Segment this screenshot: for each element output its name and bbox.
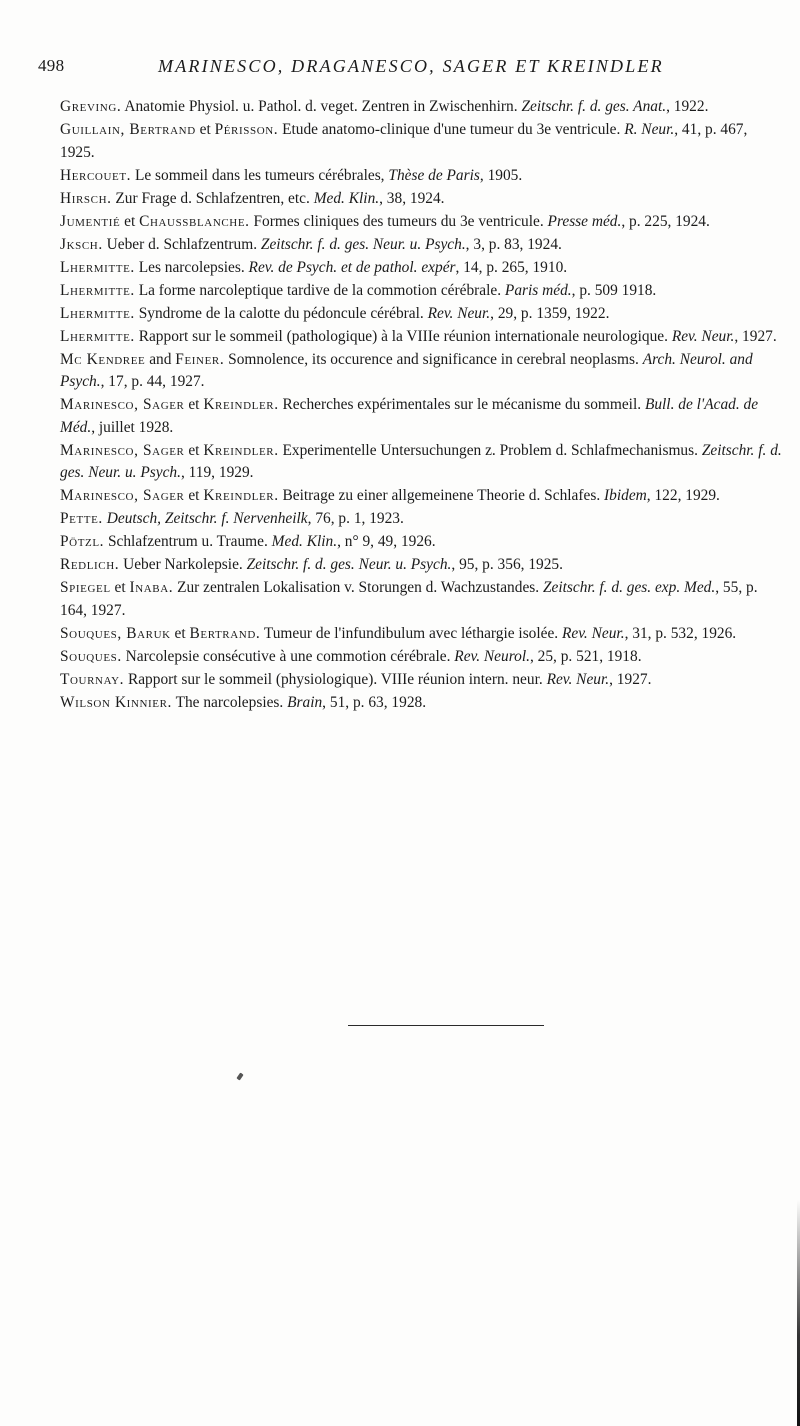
reference-details: , 3, p. 83, 1924. xyxy=(465,235,562,253)
reference-text: Rapport sur le sommeil (physiologique). VIIIe réunion intern. neur. xyxy=(124,670,547,688)
reference-title: Etude anatomo-clinique d'une tumeur du 3e ventricule. xyxy=(278,121,625,138)
reference-entry xyxy=(60,188,785,211)
reference-author: Jumentié xyxy=(60,212,121,230)
reference-details: , 76, p. 1, 1923. xyxy=(307,510,404,527)
reference-text: Le sommeil dans les tumeurs cérébrales, xyxy=(131,166,389,184)
reference-journal: R. Neur. xyxy=(624,121,675,138)
running-head: MARINESCO, DRAGANESCO, SAGER ET KREINDLER xyxy=(158,56,664,76)
reference-author: Lhermitte. xyxy=(60,327,135,345)
reference-author: Souques, Baruk xyxy=(60,624,171,642)
reference-text: et xyxy=(195,121,215,138)
reference-details: , 29, p. 1359, 1922. xyxy=(490,304,610,322)
reference-text: et xyxy=(184,487,204,504)
reference-text: et xyxy=(110,579,130,596)
reference-journal: Brain xyxy=(287,693,323,711)
reference-text: Narcolepsie consécutive à une commotion cérébrale. xyxy=(121,647,455,665)
reference-details: , 1905. xyxy=(479,166,523,184)
reference-text: and xyxy=(145,350,176,368)
reference-text: The narcolepsies. xyxy=(172,693,288,711)
reference-text: et xyxy=(184,396,204,413)
reference-text: La forme narcoleptique tardive de la commotion cérébrale. xyxy=(134,281,505,299)
reference-details: , 25, p. 521, 1918. xyxy=(529,647,642,665)
reference-details: , 1927. xyxy=(609,670,652,688)
reference-details: , 122, 1929. xyxy=(646,487,720,504)
reference-entry xyxy=(60,508,785,531)
reference-text: et xyxy=(170,624,190,642)
reference-journal: Rev. Neur. xyxy=(427,304,491,322)
reference-text: Syndrome de la calotte du pédoncule cérébral. xyxy=(134,304,428,322)
reference-journal: Rev. Neurol. xyxy=(454,647,530,665)
reference-journal: Med. Klin. xyxy=(313,189,380,207)
reference-entry xyxy=(60,96,785,119)
reference-entry xyxy=(60,257,785,280)
reference-title: Tumeur de l'infundibulum avec léthargie isolée. xyxy=(260,624,563,642)
reference-entry xyxy=(60,234,785,257)
reference-details: , p. 225, 1924. xyxy=(621,212,710,230)
reference-journal: Thèse de Paris xyxy=(388,166,480,184)
reference-journal: Rev. de Psych. et de pathol. expér xyxy=(248,258,456,276)
reference-author: Marinesco, Sager xyxy=(60,396,185,413)
reference-details: , 31, p. 532, 1926. xyxy=(624,624,737,642)
reference-author: Lhermitte. xyxy=(60,304,135,322)
reference-journal: Zeitschr. f. d. ges. Anat. xyxy=(521,98,667,115)
reference-entry xyxy=(60,211,785,234)
reference-author: Pötzl. xyxy=(60,533,105,550)
reference-text: Schlafzentrum u. Traume. xyxy=(104,533,272,550)
reference-coauthor: Périsson. xyxy=(214,121,279,138)
reference-details: , 41, p. 467, 1925. xyxy=(60,121,748,161)
reference-title: Formes cliniques des tumeurs du 3e ventricule. xyxy=(249,212,548,230)
reference-journal: Zeitschr. f. d. ges. Neur. u. Psych. xyxy=(60,441,782,481)
reference-title: Somnolence, its occurence and significance in cerebral neoplasms. xyxy=(224,350,643,368)
reference-author: Tournay. xyxy=(60,670,125,688)
reference-details: , juillet 1928. xyxy=(91,418,174,436)
reference-details: , 1927. xyxy=(734,327,777,345)
reference-journal: Bull. de l'Acad. de Méd. xyxy=(60,396,759,436)
reference-coauthor: Kreindler. xyxy=(203,396,279,413)
reference-journal: Zeitschr. f. d. ges. Neur. u. Psych. xyxy=(260,235,466,253)
reference-author: Mc Kendree xyxy=(60,350,146,368)
reference-entry xyxy=(60,577,785,622)
reference-details: , 14, p. 265, 1910. xyxy=(455,258,568,276)
reference-coauthor: Feiner. xyxy=(175,350,225,368)
reference-title: Beitrage zu einer allgemeinene Theorie d. Schlafes. xyxy=(278,487,605,504)
reference-entry xyxy=(60,623,785,646)
reference-details: , 1922. xyxy=(666,98,709,115)
reference-author: Lhermitte. xyxy=(60,258,135,276)
reference-details: , p. 509 1918. xyxy=(571,281,657,299)
reference-journal: Rev. Neur. xyxy=(546,670,610,688)
reference-title: Recherches expérimentales sur le mécanisme du sommeil. xyxy=(278,396,645,413)
reference-journal: Deutsch, Zeitschr. f. Nervenheilk xyxy=(106,510,308,527)
reference-title: Zur zentralen Lokalisation v. Storungen d. Wachzustandes. xyxy=(173,579,543,596)
reference-coauthor: Kreindler. xyxy=(203,441,279,459)
reference-entry xyxy=(60,119,785,164)
reference-title: Experimentelle Untersuchungen z. Problem d. Schlafmechanismus. xyxy=(278,441,702,459)
reference-entry xyxy=(60,440,785,485)
reference-text: Zur Frage d. Schlafzentren, etc. xyxy=(111,189,314,207)
reference-journal: Ibidem xyxy=(604,487,647,504)
reference-text: et xyxy=(184,441,204,459)
reference-coauthor: Chaussblanche. xyxy=(139,212,250,230)
reference-journal: Presse méd. xyxy=(547,212,622,230)
reference-author: Guillain, Bertrand xyxy=(60,121,196,138)
reference-entry xyxy=(60,349,785,394)
reference-details: , 55, p. 164, 1927. xyxy=(60,579,758,619)
reference-text: et xyxy=(120,212,140,230)
reference-journal: Paris méd. xyxy=(504,281,572,299)
reference-journal: Rev. Neur. xyxy=(671,327,735,345)
reference-entry xyxy=(60,692,785,715)
reference-journal: Arch. Neurol. and Psych. xyxy=(60,350,753,390)
reference-entry xyxy=(60,303,785,326)
reference-entry xyxy=(60,326,785,349)
reference-entry xyxy=(60,646,785,669)
reference-text: Les narcolepsies. xyxy=(134,258,249,276)
reference-journal: Rev. Neur. xyxy=(562,624,625,642)
reference-text: Anatomie Physiol. u. Pathol. d. veget. Zentren in Zwischenhirn. xyxy=(121,98,522,115)
reference-details: , 38, 1924. xyxy=(379,189,445,207)
reference-details: , 51, p. 63, 1928. xyxy=(322,693,427,711)
reference-coauthor: Bertrand. xyxy=(189,624,261,642)
page-number: 498 xyxy=(38,56,65,75)
section-rule xyxy=(348,1025,544,1026)
reference-author: Lhermitte. xyxy=(60,281,135,299)
reference-author: Marinesco, Sager xyxy=(60,487,185,504)
reference-author: Jksch. xyxy=(60,235,103,253)
reference-details: , 17, p. 44, 1927. xyxy=(100,373,205,390)
reference-author: Hirsch. xyxy=(60,189,112,207)
reference-coauthor: Kreindler. xyxy=(203,487,279,504)
reference-list xyxy=(60,96,785,715)
reference-author: Pette. xyxy=(60,510,103,527)
reference-entry xyxy=(60,280,785,303)
reference-author: Souques. xyxy=(60,647,122,665)
reference-entry xyxy=(60,394,785,439)
reference-author: Greving. xyxy=(60,98,122,115)
page-header xyxy=(38,56,778,82)
reference-text: Ueber d. Schlafzentrum. xyxy=(102,235,261,253)
reference-entry xyxy=(60,165,785,188)
reference-entry xyxy=(60,554,785,577)
reference-journal: Zeitschr. f. d. ges. exp. Med. xyxy=(542,579,716,596)
reference-journal: Zeitschr. f. d. ges. Neur. u. Psych. xyxy=(246,556,452,573)
reference-details: , n° 9, 49, 1926. xyxy=(337,533,436,550)
reference-entry xyxy=(60,669,785,692)
reference-text: Ueber Narkolepsie. xyxy=(119,556,247,573)
reference-author: Wilson Kinnier. xyxy=(60,693,172,711)
reference-text: Rapport sur le sommeil (pathologique) à la VIIIe réunion internationale neurologique. xyxy=(134,327,672,345)
reference-author: Hercouet. xyxy=(60,166,132,184)
reference-details: , 119, 1929. xyxy=(180,464,254,481)
reference-details: , 95, p. 356, 1925. xyxy=(451,556,563,573)
ink-smudge xyxy=(236,1072,243,1080)
reference-journal: Med. Klin. xyxy=(271,533,338,550)
reference-author: Spiegel xyxy=(60,579,111,596)
reference-entry xyxy=(60,531,785,554)
reference-author: Marinesco, Sager xyxy=(60,441,185,459)
reference-entry xyxy=(60,485,785,508)
reference-coauthor: Inaba. xyxy=(129,579,174,596)
reference-author: Redlich. xyxy=(60,556,120,573)
